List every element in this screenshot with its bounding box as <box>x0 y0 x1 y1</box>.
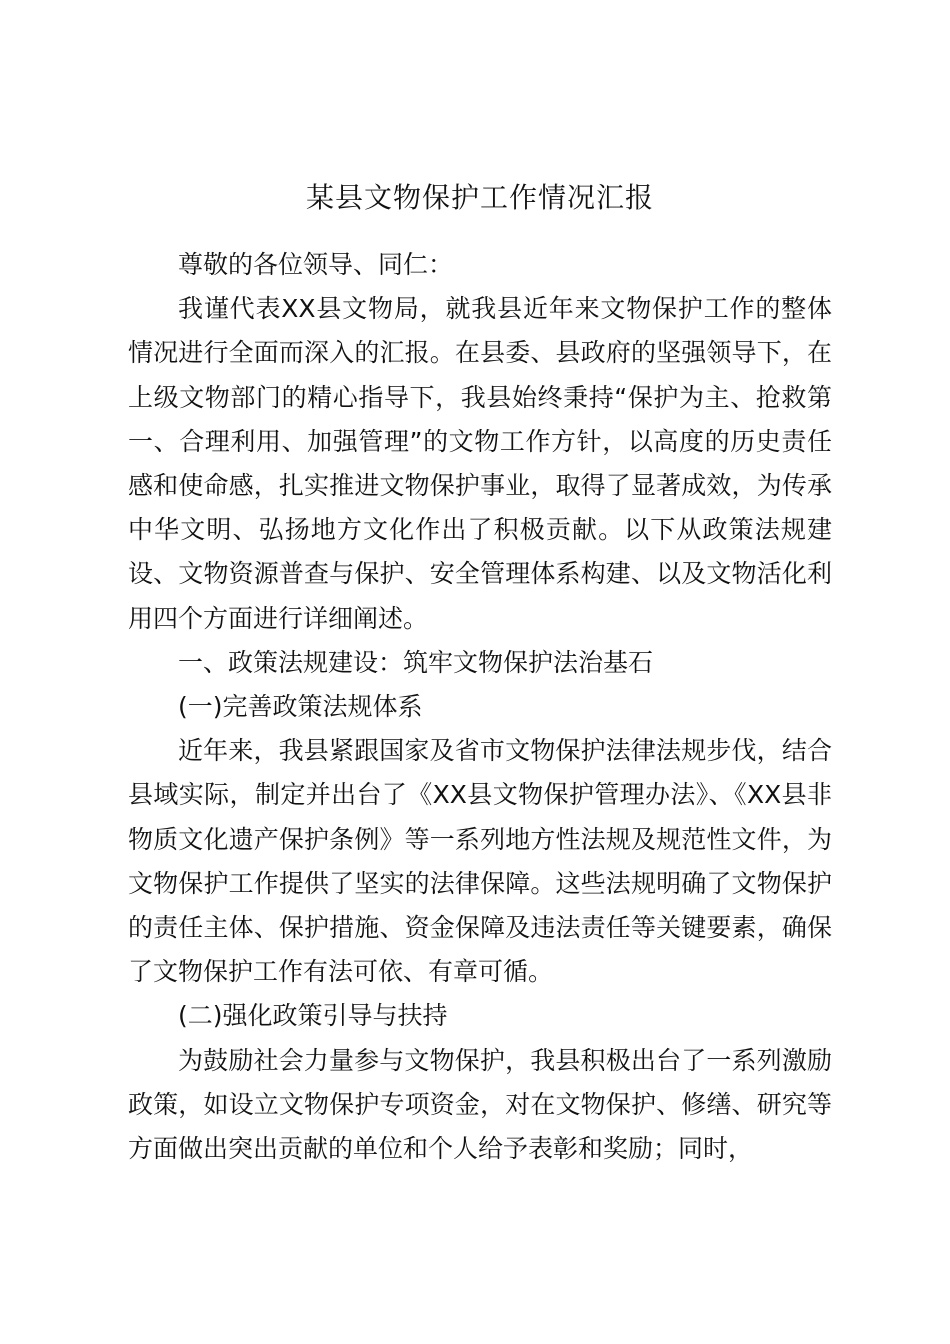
subsection-heading-1: (一)完善政策法规体系 <box>178 692 423 722</box>
document-title: 某县文物保护工作情况汇报 <box>305 181 654 214</box>
document-body <box>128 243 832 1171</box>
subsection-paragraph-1: 近年来，我县紧跟国家及省市文物保护法律法规步伐，结合县域实际，制定并出台了《XX县文物保护管理办法》、《XX县非物质文化遗产保护条例》等一系列地方性法规及规范性文件，为文物保护工作提供了坚实的法律保障。这些法规明确了文物保护的责任主体、保护措施、资金保障及违法责任等关键要素，确保了文物保护工作有法可依、有章可循。 <box>128 736 832 987</box>
section-heading-1: 一、政策法规建设：筑牢文物保护法治基石 <box>178 647 654 677</box>
salutation: 尊敬的各位领导、同仁： <box>178 250 454 279</box>
subsection-heading-2: (二)强化政策引导与扶持 <box>178 1001 448 1031</box>
intro-paragraph: 我谨代表XX县文物局，就我县近年来文物保护工作的整体情况进行全面而深入的汇报。在县委、县政府的坚强领导下，在上级文物部门的精心指导下，我县始终秉持“保护为主、抢救第一、合理利用、加强管理”的文物工作方针，以高度的历史责任感和使命感，扎实推进文物保护事业，取得了显著成效，为传承中华文明、弘扬地方文化作出了积极贡献。以下从政策法规建设、文物资源普查与保护、安全管理体系构建、以及文物活化利用四个方面进行详细阐述。 <box>128 294 832 633</box>
subsection-paragraph-2: 为鼓励社会力量参与文物保护，我县积极出台了一系列激励政策，如设立文物保护专项资金，对在文物保护、修缮、研究等方面做出突出贡献的单位和个人给予表彰和奖励；同时， <box>128 1045 832 1164</box>
